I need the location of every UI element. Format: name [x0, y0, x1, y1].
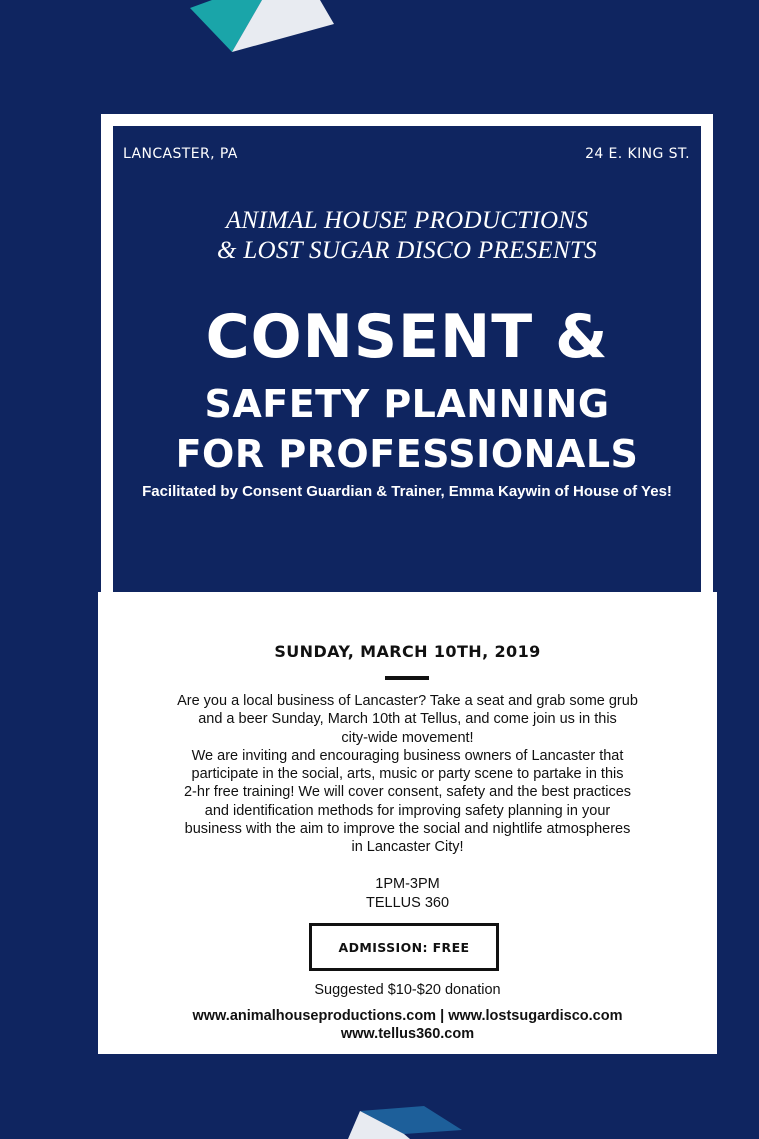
event-description	[138, 692, 677, 857]
admission-box	[309, 923, 499, 971]
description-line: Are you a local business of Lancaster? Take a seat and grab some grub	[177, 693, 638, 709]
description-line: city-wide movement!	[341, 729, 474, 746]
description-line: We are inviting and encouraging business owners of Lancaster that	[191, 747, 624, 764]
description-line: in Lancaster City!	[351, 839, 464, 856]
details-panel	[98, 592, 717, 1054]
title-line-1: CONSENT &	[205, 302, 609, 372]
description-line: 2-hr free training! We will cover consent, safety and the best practices	[183, 784, 632, 801]
website-link-tellus: www.tellus360.com	[340, 1026, 475, 1042]
description-line: participate in the social, arts, music or party scene to partake in this	[191, 766, 624, 783]
event-time: 1PM-3PM	[375, 876, 440, 892]
website-links: www.animalhouseproductions.com | www.lostsugardisco.com	[192, 1008, 623, 1024]
facilitator-text: Facilitated by Consent Guardian & Trainer, Emma Kaywin of House of Yes!	[142, 483, 672, 500]
address-label: 24 E. KING ST.	[585, 146, 690, 162]
description-line: business with the aim to improve the social and nightlife atmospheres	[184, 821, 631, 838]
event-venue: TELLUS 360	[365, 895, 450, 911]
title-frame	[101, 114, 713, 609]
location-label: LANCASTER, PA	[123, 146, 238, 162]
presenters	[113, 206, 701, 266]
title-panel	[113, 126, 701, 597]
description-line: and identification methods for improving safety planning in your	[204, 802, 611, 819]
title-line-3: FOR PROFESSIONALS	[175, 432, 639, 476]
description-line: and a beer Sunday, March 10th at Tellus, and come join us in this	[198, 711, 617, 728]
admission-label: ADMISSION: FREE	[338, 939, 470, 955]
donation-text: Suggested $10-$20 donation	[314, 982, 501, 998]
title-line-2: SAFETY PLANNING	[204, 382, 610, 426]
event-date: SUNDAY, MARCH 10TH, 2019	[274, 642, 541, 661]
presenters-line-2: & LOST SUGAR DISCO PRESENTS	[217, 237, 597, 264]
divider	[385, 676, 429, 680]
presenters-line-1: ANIMAL HOUSE PRODUCTIONS	[225, 207, 589, 234]
